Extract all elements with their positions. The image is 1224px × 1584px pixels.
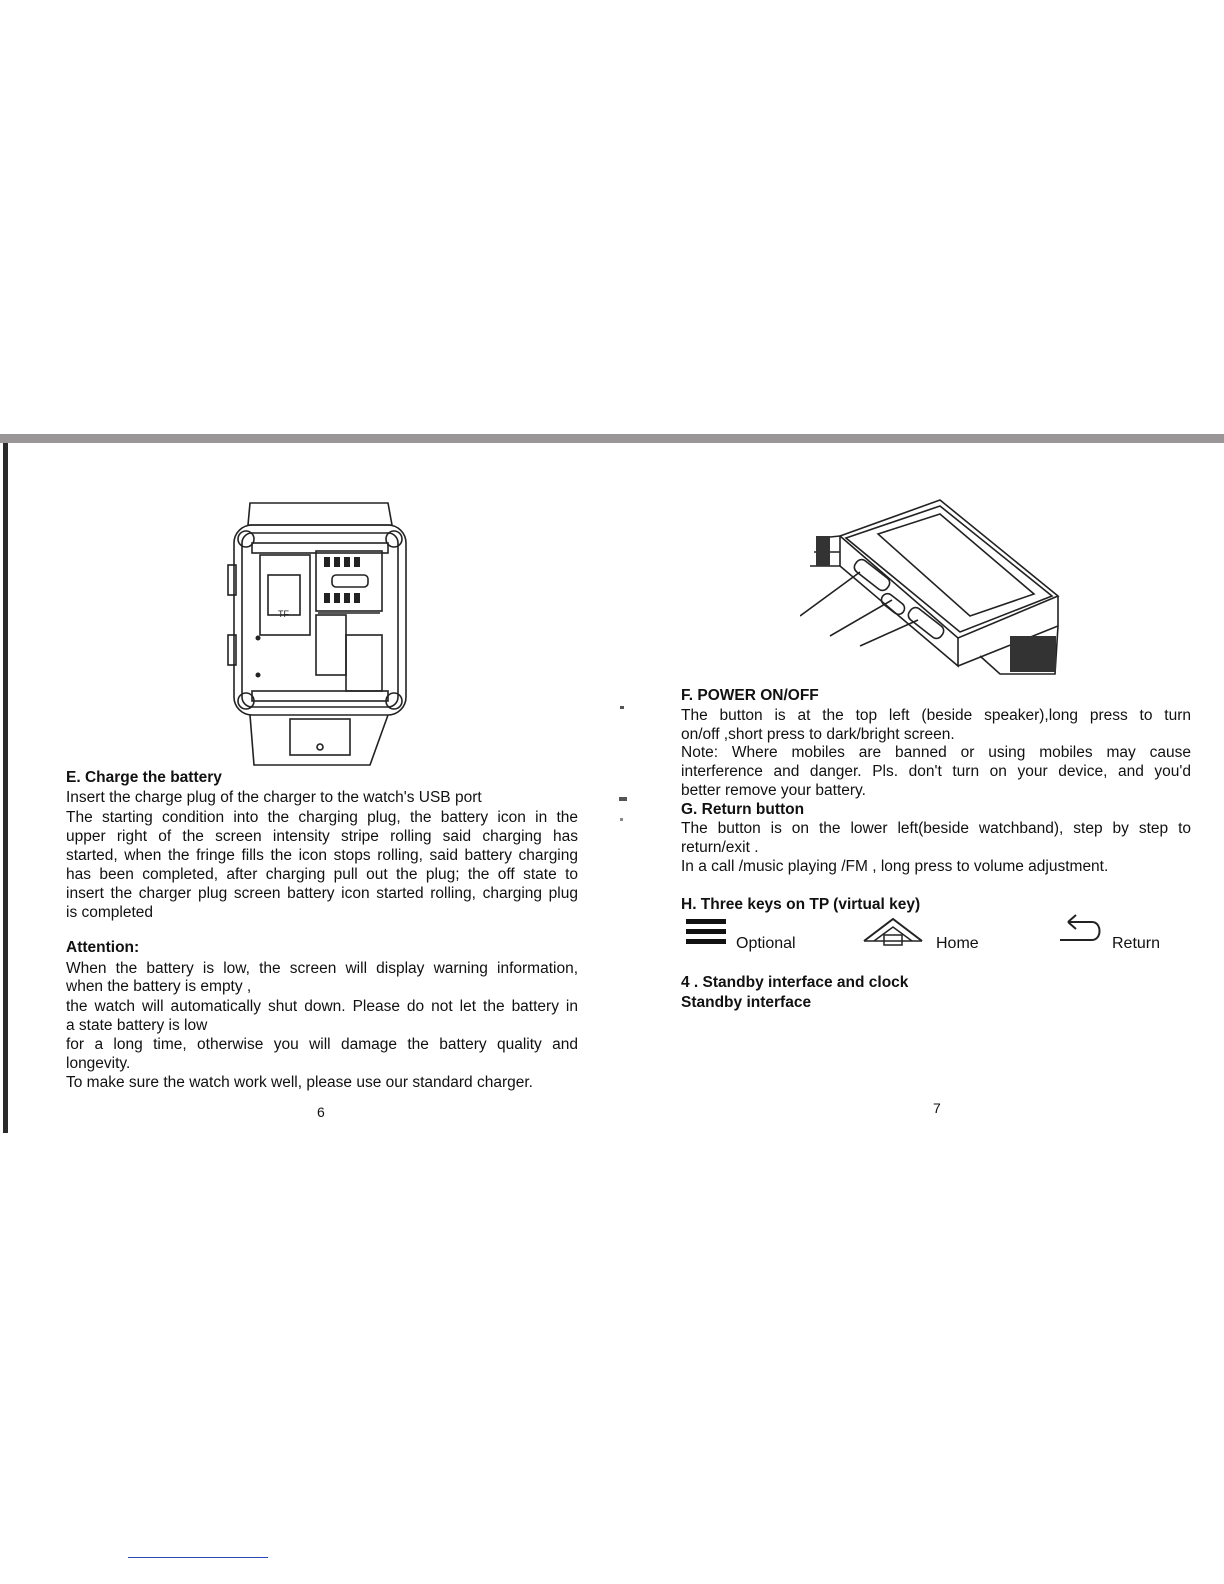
attention-line-3: the watch will automatically shut down. Please do not let the battery in <box>66 998 578 1015</box>
charge-line-4: started, when the fringe fills the icon stops rolling, said battery charging <box>66 847 578 864</box>
heading-charge-battery: E. Charge the battery <box>66 769 222 786</box>
power-line-3: Note: Where mobiles are banned or using mobiles may cause <box>681 744 1191 761</box>
power-line-2: on/off ,short press to dark/bright screen. <box>681 726 955 743</box>
attention-line-1: When the battery is low, the screen will display warning information, <box>66 960 578 977</box>
watch-back-figure <box>220 495 420 770</box>
page-number-left: 6 <box>317 1104 325 1120</box>
heading-return-button: G. Return button <box>681 801 805 818</box>
heading-power-onoff: F. POWER ON/OFF <box>681 687 819 704</box>
heading-standby-interface: Standby interface <box>681 994 812 1011</box>
power-line-4: interference and danger. Pls. don't turn on your device, and you'd <box>681 763 1191 780</box>
scan-speck <box>620 706 624 709</box>
tf-slot-label: TF <box>278 609 289 619</box>
attention-line-2: when the battery is empty , <box>66 978 252 995</box>
charge-line-5: has been completed, after charging pull out the plug; the off state to <box>66 866 578 883</box>
attention-line-7: To make sure the watch work well, please use our standard charger. <box>66 1074 533 1091</box>
menu-icon <box>686 917 726 947</box>
power-line-5: better remove your battery. <box>681 782 866 799</box>
charge-line-7: is completed <box>66 904 154 921</box>
scan-speck <box>620 818 623 821</box>
return-line-1: The button is on the lower left(beside watchband), step by step to <box>681 820 1191 837</box>
home-icon <box>860 915 926 949</box>
scan-bottom-line <box>128 1557 268 1558</box>
heading-attention: Attention: <box>66 939 140 956</box>
charge-line-1: Insert the charge plug of the charger to the watch's USB port <box>66 789 482 806</box>
attention-line-5: for a long time, otherwise you will damage the battery quality and <box>66 1036 578 1053</box>
power-line-1: The button is at the top left (beside speaker),long press to turn <box>681 707 1191 724</box>
attention-line-4: a state battery is low <box>66 1017 208 1034</box>
return-line-3: In a call /music playing /FM , long press to volume adjustment. <box>681 858 1109 875</box>
return-icon <box>1052 910 1104 950</box>
charge-line-3: upper right of the screen intensity stripe rolling said charging has <box>66 828 578 845</box>
key-home-label: Home <box>936 935 979 952</box>
page-number-right: 7 <box>933 1100 941 1116</box>
attention-line-6: longevity. <box>66 1055 131 1072</box>
scan-left-border <box>3 443 8 1133</box>
scan-speck <box>619 797 627 801</box>
charge-line-6: insert the charger plug screen battery icon started rolling, charging plug <box>66 885 578 902</box>
heading-standby-clock: 4 . Standby interface and clock <box>681 974 909 991</box>
scan-top-border <box>0 434 1224 443</box>
key-return-label: Return <box>1112 935 1161 952</box>
watch-front-figure <box>800 496 1100 676</box>
charge-line-2: The starting condition into the charging plug, the battery icon in the <box>66 809 578 826</box>
return-line-2: return/exit . <box>681 839 759 856</box>
key-optional-label: Optional <box>736 935 796 952</box>
heading-three-keys: H. Three keys on TP (virtual key) <box>681 896 921 913</box>
